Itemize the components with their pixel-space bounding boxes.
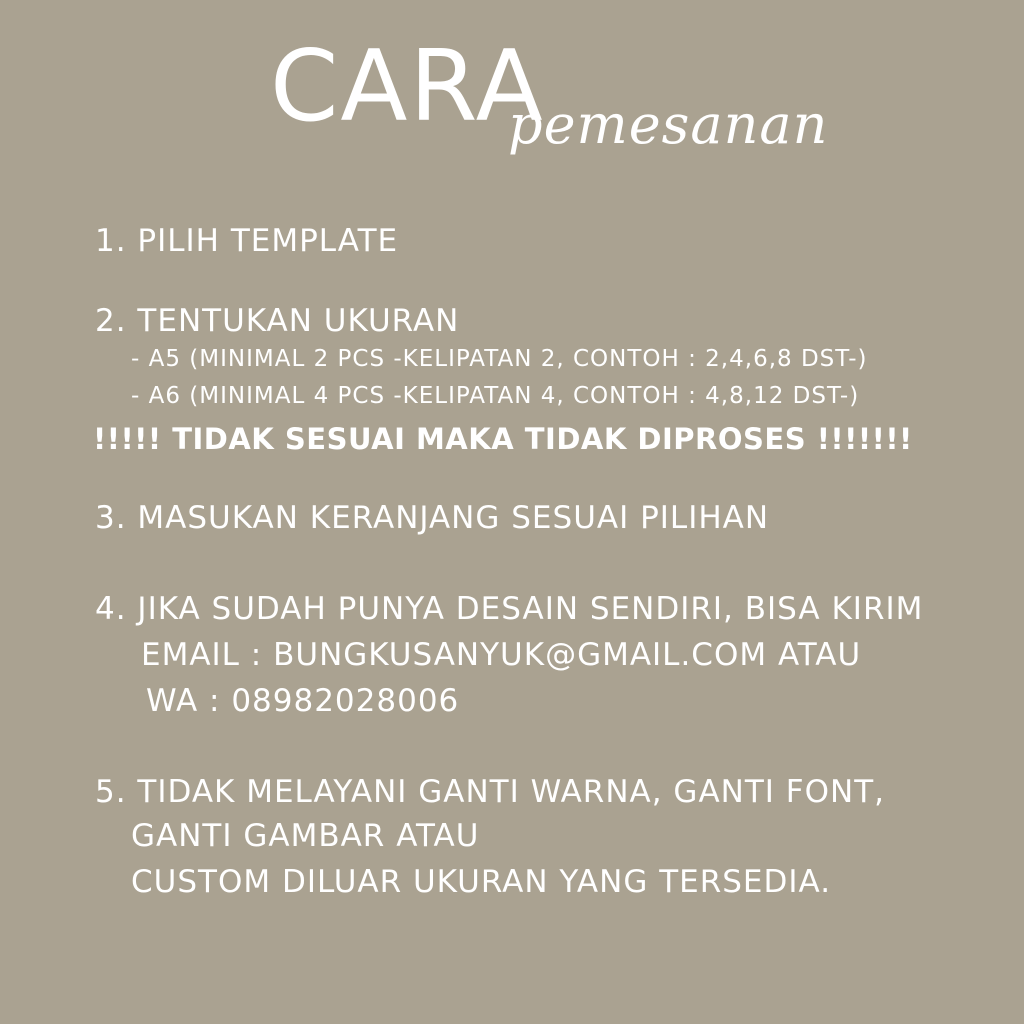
step-2-warning: !!!!! TIDAK SESUAI MAKA TIDAK DIPROSES !!!!!!!	[93, 422, 913, 456]
step-4-email-line: EMAIL : BUNGKUSANYUK@GMAIL.COM ATAU	[141, 637, 862, 673]
step-2-option-a6: - A6 (MINIMAL 4 PCS -KELIPATAN 4, CONTOH : 4,8,12 DST-)	[131, 383, 860, 409]
step-5-line-1: 5. TIDAK MELAYANI GANTI WARNA, GANTI FONT,	[95, 774, 885, 810]
page-subtitle: pemesanan	[508, 93, 829, 156]
step-5-line-3: CUSTOM DILUAR UKURAN YANG TERSEDIA.	[131, 864, 832, 900]
step-3-text: 3. MASUKAN KERANJANG SESUAI PILIHAN	[95, 500, 770, 536]
step-1-text: 1. PILIH TEMPLATE	[95, 223, 399, 259]
step-4-whatsapp-line: WA : 08982028006	[146, 683, 460, 719]
step-5-line-2: GANTI GAMBAR ATAU	[131, 818, 480, 854]
page-title: CARA	[270, 30, 545, 144]
step-4-line-1: 4. JIKA SUDAH PUNYA DESAIN SENDIRI, BISA KIRIM	[95, 591, 924, 627]
step-2-title: 2. TENTUKAN UKURAN	[95, 303, 460, 339]
step-2-option-a5: - A5 (MINIMAL 2 PCS -KELIPATAN 2, CONTOH : 2,4,6,8 DST-)	[131, 346, 868, 372]
